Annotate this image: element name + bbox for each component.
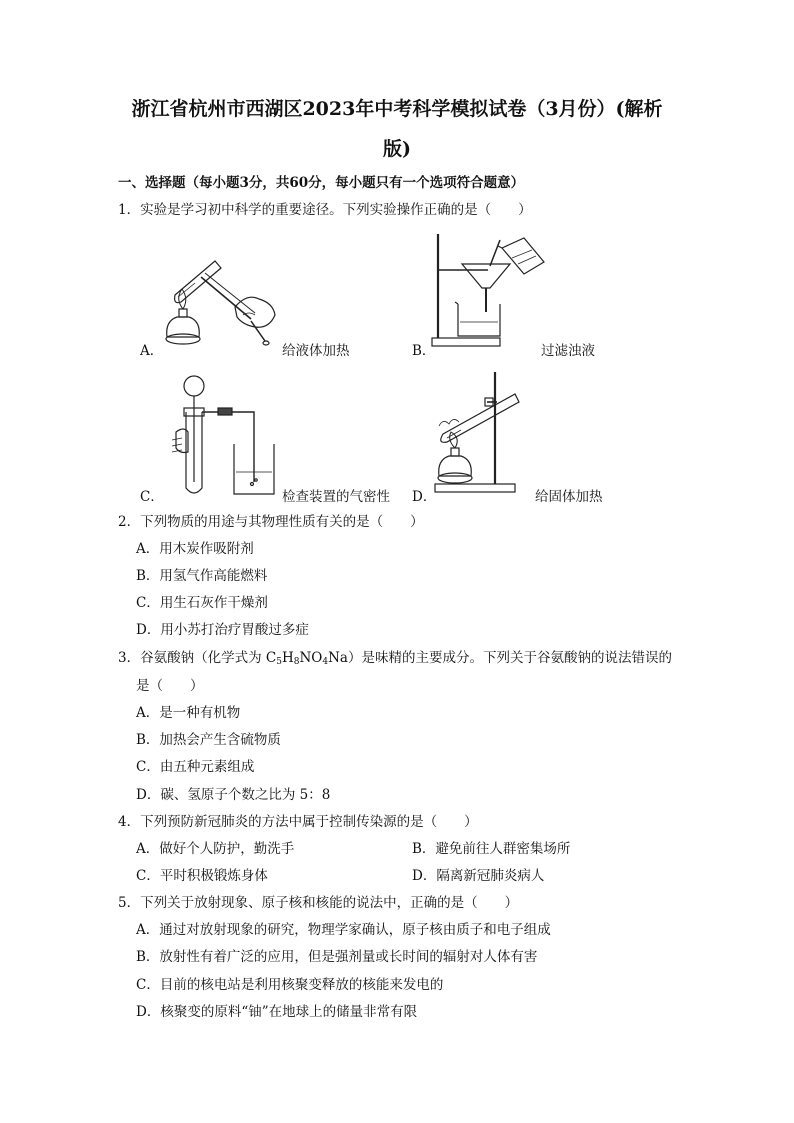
figure-c-airtightness-icon xyxy=(170,372,280,500)
option-1a-caption: 给液体加热 xyxy=(282,343,350,359)
option-3a: A．是一种有机物 xyxy=(136,705,241,721)
option-1c-caption: 检查装置的气密性 xyxy=(282,489,390,505)
option-1d-caption: 给固体加热 xyxy=(535,489,603,505)
option-5b: B．放射性有着广泛的应用，但是强剂量或长时间的辐射对人体有害 xyxy=(136,949,538,965)
formula-h: H xyxy=(281,650,294,666)
question-1-stem: 1．实验是学习初中科学的重要途径。下列实验操作正确的是（ ） xyxy=(118,202,532,218)
figure-d-solid-heating-icon xyxy=(425,368,525,498)
option-1b-letter: B． xyxy=(412,343,436,359)
option-1a-letter: A． xyxy=(140,343,164,359)
formula-sub-4: 4 xyxy=(322,657,329,667)
option-3d: D．碳、氢原子个数之比为 5：8 xyxy=(136,787,331,803)
option-1d-letter: D． xyxy=(412,489,437,505)
question-5-stem: 5．下列关于放射现象、原子核和核能的说法中，正确的是（ ） xyxy=(118,895,519,911)
option-5a: A．通过对放射现象的研究，物理学家确认，原子核由质子和电子组成 xyxy=(136,922,551,938)
formula-na: Na xyxy=(328,650,348,666)
option-1b-caption: 过滤浊液 xyxy=(541,343,595,359)
option-2c: C．用生石灰作干燥剂 xyxy=(136,595,268,611)
figure-b-filtration-icon xyxy=(428,228,558,350)
option-1c-letter: C． xyxy=(140,489,164,505)
option-5d: D．核聚变的原料“铀”在地球上的储量非常有限 xyxy=(136,1004,418,1020)
figure-a-heating-liquid-icon xyxy=(155,255,280,355)
option-2d: D．用小苏打治疗胃酸过多症 xyxy=(136,622,309,638)
question-4-stem: 4．下列预防新冠肺炎的方法中属于控制传染源的是（ ） xyxy=(118,814,478,830)
question-3-stem-post: ）是味精的主要成分。下列关于谷氨酸钠的说法错误的 xyxy=(347,650,672,666)
page-title: 浙江省杭州市西湖区2023年中考科学模拟试卷（3月份）(解析 xyxy=(131,98,663,120)
option-2b: B．用氢气作高能燃料 xyxy=(136,568,268,584)
formula-no: NO xyxy=(299,650,323,666)
option-4a: A．做好个人防护，勤洗手 xyxy=(136,841,295,857)
option-3b: B．加热会产生含硫物质 xyxy=(136,732,281,748)
option-3c: C．由五种元素组成 xyxy=(136,759,255,775)
formula-sub-5: 5 xyxy=(276,657,282,667)
question-3-stem-pre: 3．谷氨酸钠（化学式为 C xyxy=(118,650,277,666)
option-2a: A．用木炭作吸附剂 xyxy=(136,541,254,557)
section-heading: 一、选择题（每小题3分，共60分，每小题只有一个选项符合题意） xyxy=(118,175,525,191)
question-3-stem xyxy=(118,649,672,671)
option-4b: B．避免前往人群密集场所 xyxy=(412,841,571,857)
question-3-stem-continued: 是（ ） xyxy=(136,678,204,694)
question-2-stem: 2．下列物质的用途与其物理性质有关的是（ ） xyxy=(118,514,424,530)
option-4d: D．隔离新冠肺炎病人 xyxy=(412,868,545,884)
option-5c: C．目前的核电站是利用核聚变释放的核能来发电的 xyxy=(136,977,444,993)
option-4c: C．平时积极锻炼身体 xyxy=(136,868,268,884)
formula-sub-8: 8 xyxy=(293,657,300,667)
page-title-continued: 版) xyxy=(383,138,411,160)
